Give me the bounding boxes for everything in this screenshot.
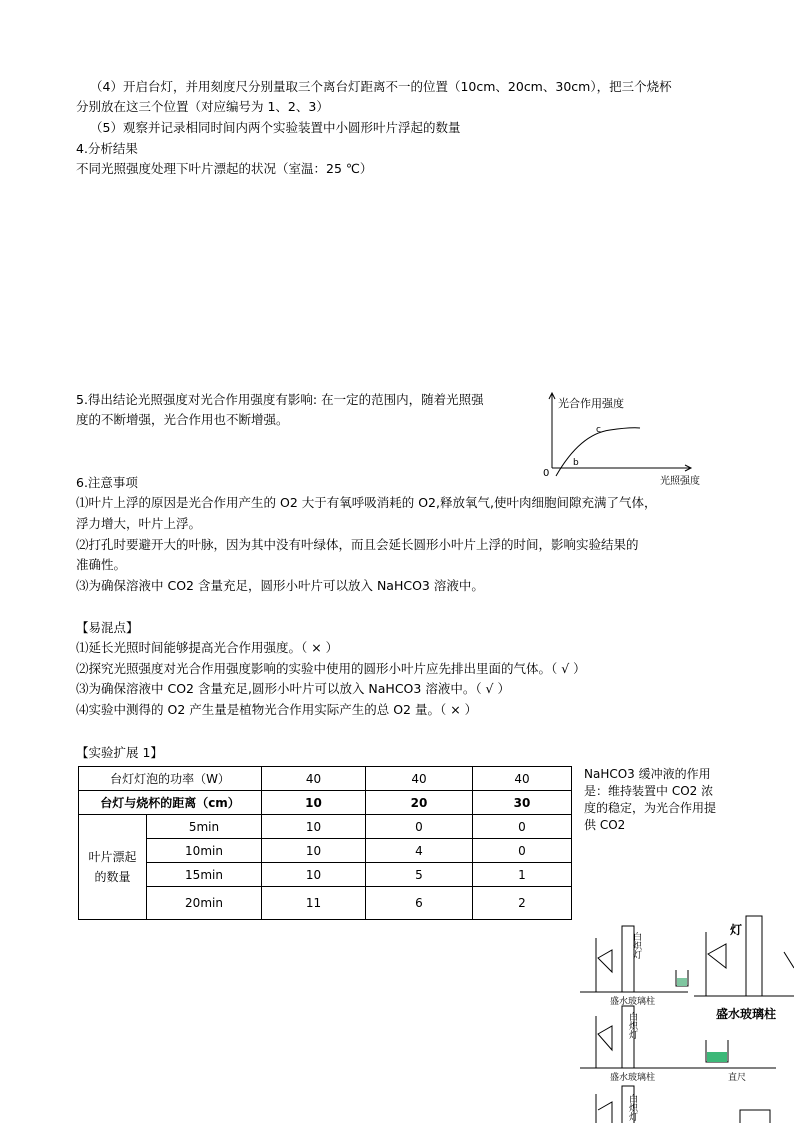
apparatus-2-lamp-label: 白炽灯 [627, 1012, 637, 1039]
time-cell: 20min [147, 887, 262, 920]
table-cell: 2 [473, 887, 572, 920]
confusion-4: ⑷实验中测得的 O2 产生量是植物光合作用实际产生的总 O2 量。（ × ） [76, 702, 478, 717]
distance-label: 台灯与烧杯的距离（cm） [79, 791, 262, 815]
notes-heading: 6.注意事项 [76, 475, 138, 490]
table-cell: 0 [366, 815, 473, 839]
graph-origin: 0 [543, 468, 550, 479]
table-row [79, 887, 572, 920]
confusion-2: ⑵探究光照强度对光合作用强度影响的实验中使用的圆形小叶片应先排出里面的气体。（ √ ） [76, 661, 586, 676]
table-row [79, 839, 572, 863]
step-4-line-1: （4）开启台灯，并用刻度尺分别量取三个离台灯距离不一的位置（10cm、20cm、30cm），把三个烧杯 [90, 79, 672, 94]
note-1-line-2: 浮力增大，叶片上浮。 [76, 516, 202, 531]
table-cell: 40 [262, 767, 366, 791]
conclusion-line-2: 度的不断增强，光合作用也不断增强。 [76, 412, 289, 427]
table-row [79, 863, 572, 887]
table-cell: 4 [366, 839, 473, 863]
power-label: 台灯灯泡的功率（W） [79, 767, 262, 791]
apparatus-3 [596, 1086, 770, 1123]
apparatus-big-column-label: 盛水玻璃柱 [716, 1007, 777, 1021]
confusion-1: ⑴延长光照时间能够提高光合作用强度。（ × ） [76, 640, 339, 655]
table-cell: 40 [473, 767, 572, 791]
table-cell: 11 [262, 887, 366, 920]
table-cell: 40 [366, 767, 473, 791]
graph-point-b: b [573, 458, 579, 468]
group-label-line-2: 的数量 [94, 870, 131, 884]
table-cell: 20 [366, 791, 473, 815]
nahco3-side-note: NaHCO3 缓冲液的作用是：维持装置中 CO2 浓度的稳定，为光合作用提供 CO2 [584, 767, 717, 832]
table-row [79, 815, 572, 839]
table-cell: 10 [262, 839, 366, 863]
analysis-caption: 不同光照强度处理下叶片漂起的状况（室温：25 ℃） [76, 161, 373, 176]
step-4-line-2: 分别放在这三个位置（对应编号为 1、2、3） [76, 99, 329, 114]
table-cell: 6 [366, 887, 473, 920]
note-2-line-2: 准确性。 [76, 557, 127, 572]
note-1-line-1: ⑴叶片上浮的原因是光合作用产生的 O2 大于有氧呼吸消耗的 O2,释放氧气,使叶肉细胞间隙充满了气体， [76, 495, 657, 510]
table-cell: 0 [473, 815, 572, 839]
time-cell: 10min [147, 839, 262, 863]
confusion-heading: 【易混点】 [76, 620, 139, 635]
ruler-label: 直尺 [728, 1073, 747, 1083]
experiment-table [78, 766, 572, 920]
table-cell: 1 [473, 863, 572, 887]
graph-ylabel: 光合作用强度 [558, 397, 624, 410]
apparatus-1-column-label: 盛水玻璃柱 [610, 997, 656, 1007]
table-row-power [79, 767, 572, 791]
note-2-line-1: ⑵打孔时要避开大的叶脉，因为其中没有叶绿体，而且会延长圆形小叶片上浮的时间，影响实验结果的 [76, 537, 639, 552]
group-label-line-1: 叶片漂起 [88, 850, 137, 864]
analysis-heading: 4.分析结果 [76, 141, 138, 156]
graph-xlabel: 光照强度 [660, 476, 700, 487]
table-cell: 5 [366, 863, 473, 887]
step-5: （5）观察并记录相同时间内两个实验装置中小圆形叶片浮起的数量 [90, 120, 461, 135]
apparatus-big [694, 916, 794, 996]
note-3: ⑶为确保溶液中 CO2 含量充足，圆形小叶片可以放入 NaHCO3 溶液中。 [76, 578, 484, 593]
apparatus-1-lamp-label: 白炽灯 [631, 932, 641, 959]
beaker-water-2 [707, 1052, 727, 1062]
time-cell: 5min [147, 815, 262, 839]
table-cell: 10 [262, 863, 366, 887]
table-cell: 0 [473, 839, 572, 863]
extension-heading: 【实验扩展 1】 [76, 745, 163, 760]
apparatus-3-lamp-label: 白炽灯 [627, 1094, 637, 1121]
group-label [79, 815, 147, 920]
beaker-water [677, 978, 687, 986]
graph-point-c: c [596, 425, 601, 435]
time-cell: 15min [147, 863, 262, 887]
apparatus-illustrations [576, 912, 794, 1123]
table-cell: 10 [262, 791, 366, 815]
apparatus-big-lamp-label: 灯 [730, 923, 743, 937]
table-row-distance [79, 791, 572, 815]
conclusion-line-1: 5.得出结论光照强度对光合作用强度有影响: 在一定的范围内，随着光照强 [76, 392, 484, 407]
apparatus-2-column-label: 盛水玻璃柱 [610, 1073, 656, 1083]
confusion-3: ⑶为确保溶液中 CO2 含量充足,圆形小叶片可以放入 NaHCO3 溶液中。（ √ ） [76, 681, 510, 696]
table-cell: 30 [473, 791, 572, 815]
light-intensity-graph [540, 390, 710, 490]
table-cell: 10 [262, 815, 366, 839]
